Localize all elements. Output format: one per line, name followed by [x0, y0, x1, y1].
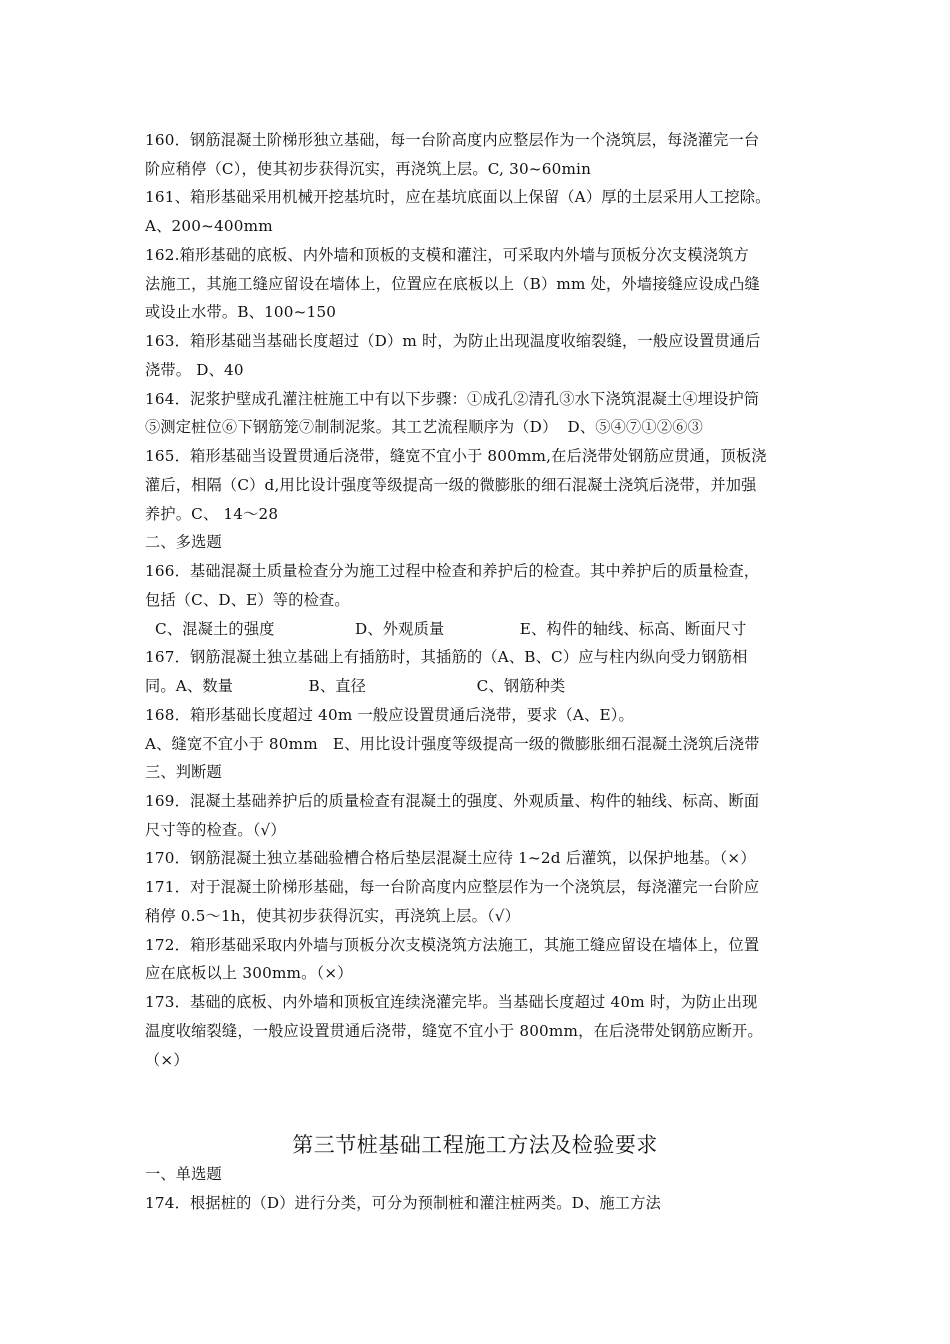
text-line: 167．钢筋混凝土独立基础上有插筋时，其插筋的（A、B、C）应与柱内纵向受力钢筋相 — [145, 648, 748, 666]
text-line: 162.箱形基础的底板、内外墙和顶板的支模和灌注，可采取内外墙与顶板分次支模浇筑方 — [145, 246, 749, 264]
text-line: 温度收缩裂缝，一般应设置贯通后浇带，缝宽不宜小于 800mm，在后浇带处钢筋应断开。 — [145, 1022, 763, 1040]
text-line: 168．箱形基础长度超过 40m 一般应设置贯通后浇带，要求（A、E）。 — [145, 706, 634, 724]
text-line: 浇带。 D、40 — [145, 361, 244, 379]
text-line: 166．基础混凝土质量检查分为施工过程中检查和养护后的检查。其中养护后的质量检查， — [145, 562, 760, 580]
text-line: 170．钢筋混凝土独立基础验槽合格后垫层混凝土应待 1~2d 后灌筑，以保护地基。（×） — [145, 849, 756, 867]
text-line: 161、箱形基础采用机械开挖基坑时，应在基坑底面以上保留（A）厚的土层采用人工挖除。 — [145, 188, 771, 206]
section-heading: 一、单选题 — [145, 1165, 222, 1183]
text-line: 同。A、数量 B、直径 C、钢筋种类 — [145, 677, 566, 695]
text-line: 灌后，相隔（C）d,用比设计强度等级提高一级的微膨胀的细石混凝土浇筑后浇带，并加强 — [145, 476, 757, 494]
text-line: 169．混凝土基础养护后的质量检查有混凝土的强度、外观质量、构件的轴线、标高、断面 — [145, 792, 760, 810]
text-line: 174．根据桩的（D）进行分类，可分为预制桩和灌注桩两类。D、施工方法 — [145, 1194, 661, 1212]
text-line: C、混凝土的强度 D、外观质量 E、构件的轴线、标高、断面尺寸 — [145, 620, 747, 638]
text-line: 法施工，其施工缝应留设在墙体上，位置应在底板以上（B）mm 处，外墙接缝应设成凸缝 — [145, 275, 760, 293]
text-line: 160．钢筋混凝土阶梯形独立基础，每一台阶高度内应整层作为一个浇筑层，每浇灌完一台 — [145, 131, 760, 149]
text-line: 164．泥浆护壁成孔灌注桩施工中有以下步骤：①成孔②清孔③水下浇筑混凝土④埋设护筒 — [145, 390, 760, 408]
text-line: 应在底板以上 300mm。（×） — [145, 964, 353, 982]
text-line: 稍停 0.5～1h，使其初步获得沉实，再浇筑上层。（√） — [145, 907, 521, 925]
text-line: 或设止水带。B、100~150 — [145, 303, 337, 321]
text-line: 养护。C、 14～28 — [145, 505, 279, 523]
section-heading: 三、判断题 — [145, 763, 222, 781]
section-title: 第三节桩基础工程施工方法及检验要求 — [292, 1133, 658, 1157]
text-line: 尺寸等的检查。（√） — [145, 821, 286, 839]
text-line: A、200~400mm — [145, 217, 273, 235]
text-line: 163．箱形基础当基础长度超过（D）m 时，为防止出现温度收缩裂缝，一般应设置贯通后 — [145, 332, 761, 350]
section-heading: 二、多选题 — [145, 533, 222, 551]
text-line: ⑤测定桩位⑥下钢筋笼⑦制制泥浆。其工艺流程顺序为（D） D、⑤④⑦①②⑥③ — [145, 418, 703, 436]
text-line: 165．箱形基础当设置贯通后浇带，缝宽不宜小于 800mm,在后浇带处钢筋应贯通，顶板浇 — [145, 447, 767, 465]
text-line: 171．对于混凝土阶梯形基础，每一台阶高度内应整层作为一个浇筑层，每浇灌完一台阶应 — [145, 878, 760, 896]
text-line: A、缝宽不宜小于 80mm E、用比设计强度等级提高一级的微膨胀细石混凝土浇筑后浇带 — [145, 735, 760, 753]
text-line: （×） — [145, 1051, 189, 1069]
text-line: 包括（C、D、E）等的检查。 — [145, 591, 350, 609]
text-line: 阶应稍停（C），使其初步获得沉实，再浇筑上层。C, 30~60min — [145, 160, 592, 178]
text-line: 172．箱形基础采取内外墙与顶板分次支模浇筑方法施工，其施工缝应留设在墙体上，位置 — [145, 936, 760, 954]
text-line: 173．基础的底板、内外墙和顶板宜连续浇灌完毕。当基础长度超过 40m 时，为防止出现 — [145, 993, 758, 1011]
